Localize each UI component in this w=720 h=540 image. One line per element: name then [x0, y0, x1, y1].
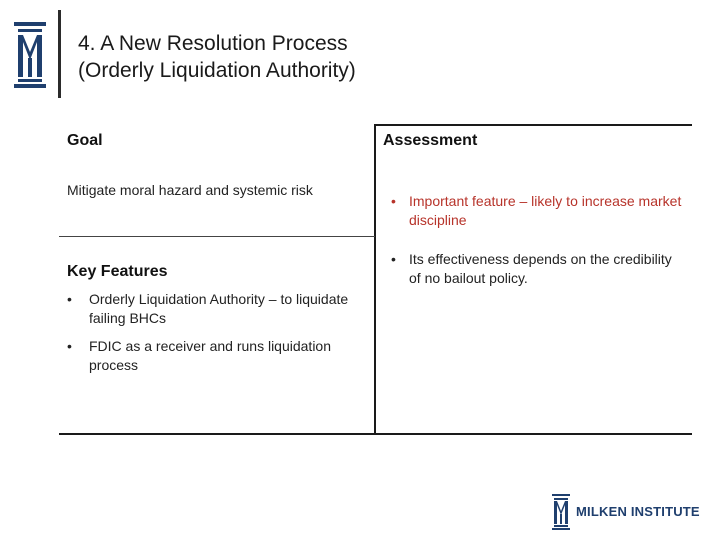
- list-item: [391, 250, 686, 288]
- assessment-text: Its effectiveness depends on the credibility of no bailout policy.: [409, 251, 672, 286]
- bullet-icon: •: [391, 193, 396, 209]
- title-line-1: 4. A New Resolution Process: [78, 32, 348, 55]
- bullet-icon: •: [67, 338, 72, 354]
- milken-logo-small-icon: [552, 494, 570, 530]
- milken-logo-icon: [14, 22, 46, 88]
- title-line-2: (Orderly Liquidation Authority): [78, 59, 356, 82]
- header-divider: [58, 10, 61, 98]
- assessment-heading: Assessment: [383, 132, 478, 149]
- assessment-text: Important feature – likely to increase market discipline: [409, 193, 682, 228]
- list-item: [67, 337, 367, 375]
- table-bottom-rule: [59, 433, 692, 435]
- key-features-list: [67, 290, 367, 375]
- row-divider: [59, 236, 375, 237]
- bullet-icon: •: [67, 291, 72, 307]
- table-top-rule: [375, 124, 692, 126]
- feature-text: Orderly Liquidation Authority – to liquidate failing BHCs: [89, 291, 349, 326]
- table-column-divider: [374, 124, 376, 435]
- list-item: [67, 290, 367, 328]
- bullet-icon: •: [391, 251, 396, 267]
- assessment-list: [391, 192, 686, 288]
- logo-wordmark: MILKEN INSTITUTE: [576, 504, 700, 519]
- goal-text: Mitigate moral hazard and systemic risk: [67, 182, 313, 198]
- list-item: [391, 192, 686, 230]
- key-features-heading: Key Features: [67, 263, 168, 280]
- goal-heading: Goal: [67, 132, 103, 149]
- feature-text: FDIC as a receiver and runs liquidation process: [89, 338, 332, 373]
- page-title: [78, 30, 356, 84]
